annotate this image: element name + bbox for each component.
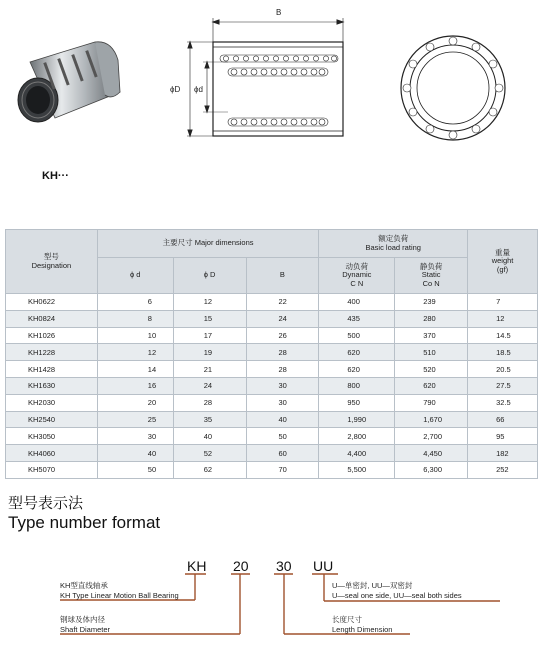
table-row (6, 377, 538, 394)
cell-designation: KH3050 (6, 428, 98, 445)
table-row (6, 461, 538, 478)
end-view-drawing (401, 36, 505, 140)
dim-b-label: B (276, 8, 282, 17)
header-dynamic: 动负荷 Dynamic C N (319, 258, 395, 294)
table-row (6, 445, 538, 462)
table-row (6, 361, 538, 378)
cell-outer-d: 19 (173, 344, 246, 361)
kh-type-label-en: KH Type Linear Motion Ball Bearing (60, 591, 179, 600)
cell-outer-d: 21 (173, 361, 246, 378)
length-label-zh: 长度尺寸 (332, 615, 362, 624)
table-row (6, 294, 538, 311)
type-format-title-en: Type number format (8, 513, 161, 532)
table-row (6, 428, 538, 445)
cell-outer-d: 12 (173, 294, 246, 311)
shaft-diameter-label-zh: 钢球及体内径 (60, 615, 105, 624)
cell-length-b: 26 (246, 327, 319, 344)
cell-designation: KH5070 (6, 461, 98, 478)
cell-designation: KH2030 (6, 394, 98, 411)
cell-dynamic-load: 2,800 (319, 428, 395, 445)
cell-length-b: 22 (246, 294, 319, 311)
kh-type-label-zh: KH型直线轴承 (60, 581, 108, 590)
cell-static-load: 510 (395, 344, 468, 361)
cell-length-b: 24 (246, 310, 319, 327)
cell-dynamic-load: 620 (319, 361, 395, 378)
code-shaft: 20 (233, 558, 249, 574)
cell-inner-d: 20 (97, 394, 173, 411)
cell-static-load: 1,670 (395, 411, 468, 428)
bearing-figures (0, 0, 545, 190)
cell-static-load: 2,700 (395, 428, 468, 445)
header-load-rating: 额定负荷 Basic load rating (319, 230, 468, 258)
cell-static-load: 280 (395, 310, 468, 327)
header-designation: 型号 Designation (6, 230, 98, 294)
cell-static-load: 620 (395, 377, 468, 394)
header-weight: 重量 weight (gf) (468, 230, 538, 294)
cell-inner-d: 40 (97, 445, 173, 462)
header-outer-d: ϕ D (173, 258, 246, 294)
cell-length-b: 50 (246, 428, 319, 445)
table-row (6, 344, 538, 361)
cell-dynamic-load: 950 (319, 394, 395, 411)
cell-weight: 14.5 (468, 327, 538, 344)
spec-table (5, 229, 538, 479)
cell-weight: 7 (468, 294, 538, 311)
bearing-photo (18, 42, 120, 122)
header-d: ϕ d (97, 258, 173, 294)
cell-designation: KH1630 (6, 377, 98, 394)
cell-length-b: 30 (246, 394, 319, 411)
cell-designation: KH1228 (6, 344, 98, 361)
cell-weight: 27.5 (468, 377, 538, 394)
cell-length-b: 30 (246, 377, 319, 394)
table-row (6, 411, 538, 428)
cell-static-load: 6,300 (395, 461, 468, 478)
cell-weight: 252 (468, 461, 538, 478)
table-row (6, 394, 538, 411)
cell-weight: 18.5 (468, 344, 538, 361)
cell-static-load: 4,450 (395, 445, 468, 462)
cell-dynamic-load: 435 (319, 310, 395, 327)
cell-dynamic-load: 5,500 (319, 461, 395, 478)
cell-outer-d: 52 (173, 445, 246, 462)
cell-length-b: 40 (246, 411, 319, 428)
cell-weight: 95 (468, 428, 538, 445)
table-row (6, 310, 538, 327)
cell-length-b: 60 (246, 445, 319, 462)
cell-inner-d: 30 (97, 428, 173, 445)
cell-inner-d: 6 (97, 294, 173, 311)
cell-weight: 20.5 (468, 361, 538, 378)
type-format-title-zh: 型号表示法 (8, 495, 84, 512)
cell-weight: 12 (468, 310, 538, 327)
header-static: 静负荷 Static Co N (395, 258, 468, 294)
cell-weight: 182 (468, 445, 538, 462)
dim-outer-d-label: ϕD (170, 85, 181, 94)
cell-length-b: 28 (246, 344, 319, 361)
cell-designation: KH0824 (6, 310, 98, 327)
code-seal: UU (313, 558, 334, 574)
length-label-en: Length Dimension (332, 625, 393, 634)
product-label: KH··· (42, 170, 69, 182)
cell-length-b: 70 (246, 461, 319, 478)
cell-outer-d: 24 (173, 377, 246, 394)
table-row (6, 327, 538, 344)
code-kh: KH (187, 558, 207, 574)
cell-designation: KH1026 (6, 327, 98, 344)
cell-inner-d: 16 (97, 377, 173, 394)
cell-weight: 66 (468, 411, 538, 428)
cell-dynamic-load: 800 (319, 377, 395, 394)
cell-designation: KH2540 (6, 411, 98, 428)
cell-designation: KH4060 (6, 445, 98, 462)
cell-static-load: 239 (395, 294, 468, 311)
code-length: 30 (276, 558, 292, 574)
cell-dynamic-load: 500 (319, 327, 395, 344)
seal-label-en: U—seal one side, UU—seal both sides (332, 591, 462, 600)
cell-dynamic-load: 1,990 (319, 411, 395, 428)
cell-inner-d: 12 (97, 344, 173, 361)
seal-label-zh: U—单密封, UU—双密封 (332, 581, 413, 590)
header-major-dimensions: 主要尺寸 Major dimensions (97, 230, 319, 258)
cell-designation: KH0622 (6, 294, 98, 311)
cell-static-load: 790 (395, 394, 468, 411)
cell-inner-d: 10 (97, 327, 173, 344)
cell-outer-d: 15 (173, 310, 246, 327)
cell-outer-d: 35 (173, 411, 246, 428)
cell-outer-d: 28 (173, 394, 246, 411)
cell-inner-d: 25 (97, 411, 173, 428)
shaft-diameter-label-en: Shaft Diameter (60, 625, 111, 634)
cell-designation: KH1428 (6, 361, 98, 378)
cell-dynamic-load: 4,400 (319, 445, 395, 462)
cell-dynamic-load: 620 (319, 344, 395, 361)
cell-outer-d: 17 (173, 327, 246, 344)
cell-outer-d: 62 (173, 461, 246, 478)
cell-outer-d: 40 (173, 428, 246, 445)
cell-dynamic-load: 400 (319, 294, 395, 311)
dim-inner-d-label: ϕd (194, 85, 203, 94)
cell-length-b: 28 (246, 361, 319, 378)
cell-weight: 32.5 (468, 394, 538, 411)
cell-inner-d: 14 (97, 361, 173, 378)
cell-static-load: 370 (395, 327, 468, 344)
section-drawing (187, 18, 343, 136)
header-b: B (246, 258, 319, 294)
cell-inner-d: 8 (97, 310, 173, 327)
cell-inner-d: 50 (97, 461, 173, 478)
cell-static-load: 520 (395, 361, 468, 378)
